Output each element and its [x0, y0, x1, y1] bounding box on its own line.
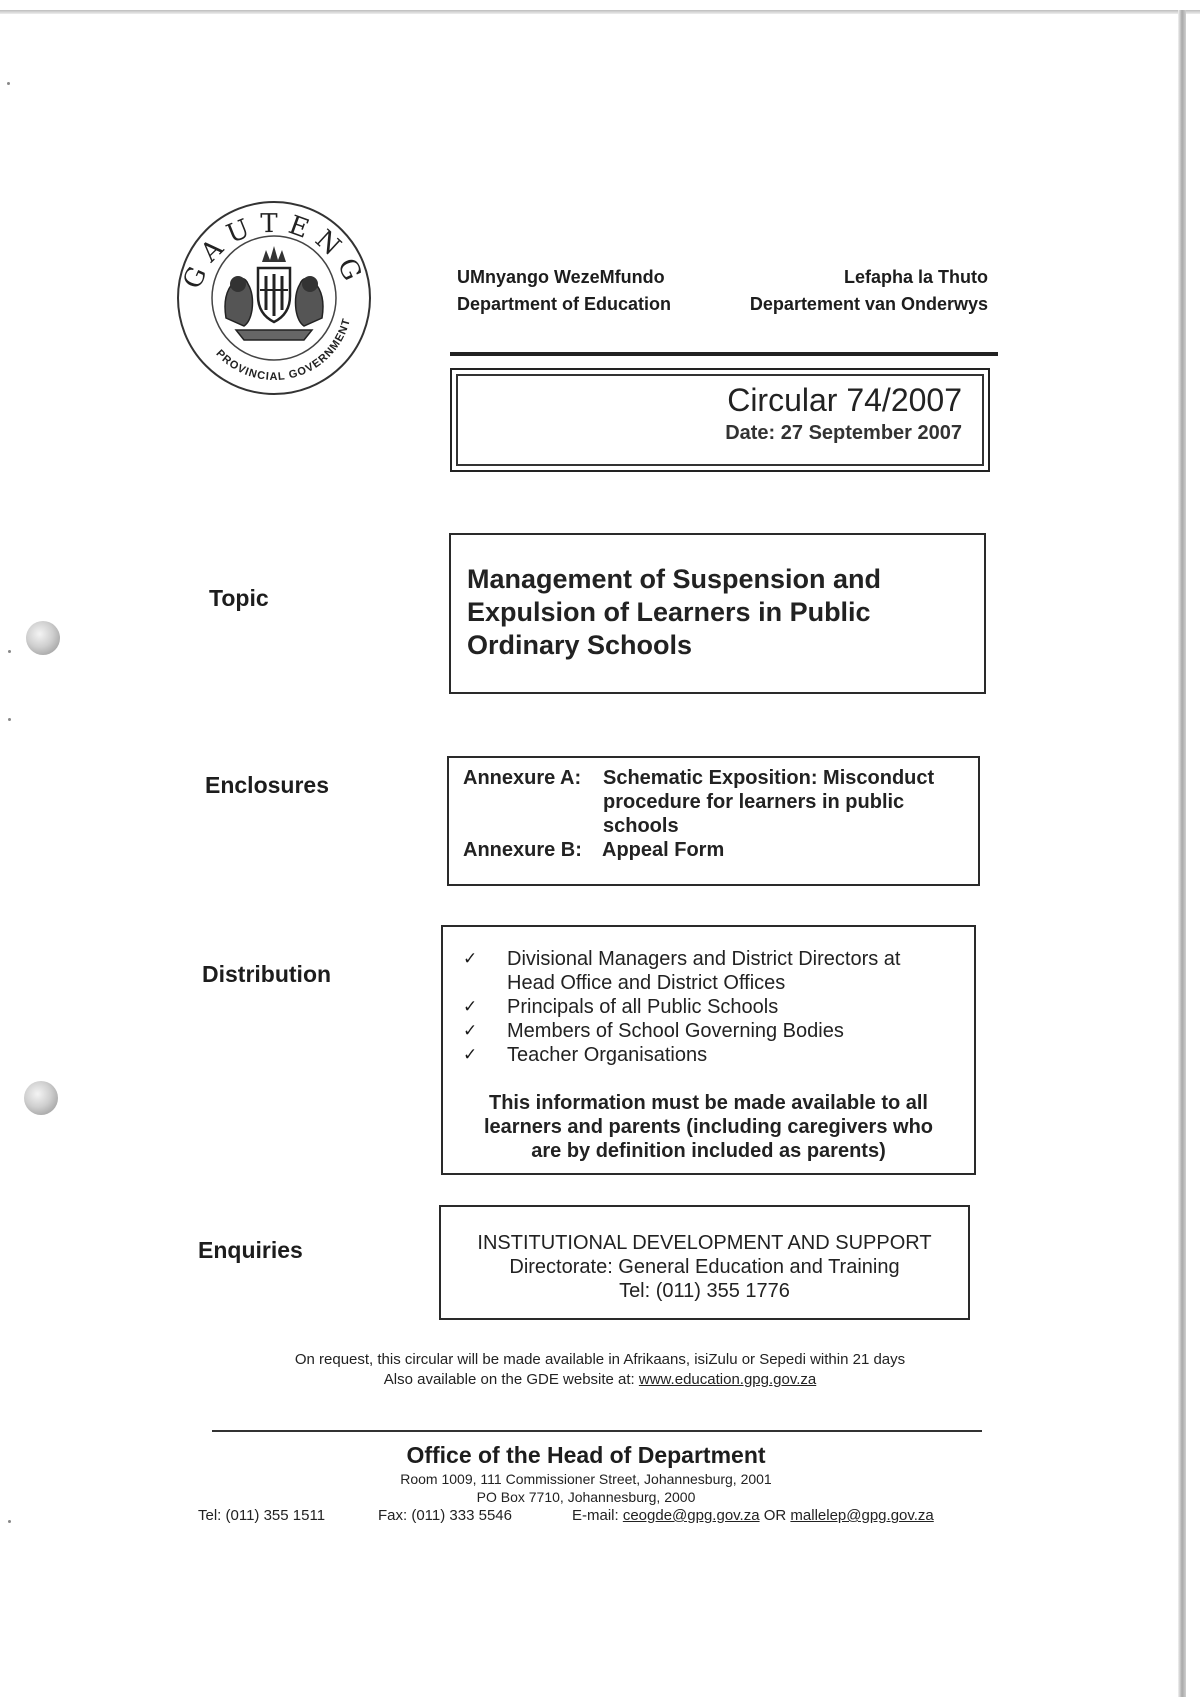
topic-title	[467, 563, 881, 662]
checkmark-icon: ✓	[463, 1045, 478, 1065]
availability-prefix: Also available on the GDE website at:	[383, 1371, 639, 1388]
distribution-item-text: Members of School Governing Bodies	[507, 1020, 844, 1042]
distribution-item-line: Divisional Managers and District Directors at	[507, 948, 901, 970]
svg-text:PROVINCIAL GOVERNMENT	[213, 317, 353, 383]
website-link[interactable]: www.education.gpg.gov.za	[638, 1371, 817, 1388]
footer-divider	[212, 1430, 982, 1432]
scan-speck	[8, 650, 11, 653]
office-fax: Fax: (011) 333 5546	[378, 1507, 512, 1524]
footer	[196, 1440, 976, 1506]
distribution-item-line: Head Office and District Offices	[507, 972, 786, 994]
office-email	[572, 1507, 934, 1524]
dept-right-line1: Lefapha la Thuto	[844, 267, 988, 287]
office-title: Office of the Head of Department	[406, 1442, 766, 1468]
office-tel: Tel: (011) 355 1511	[198, 1507, 326, 1524]
distribution-item-text: Teacher Organisations	[507, 1044, 708, 1066]
office-address-po-box: PO Box 7710, Johannesburg, 2000	[476, 1489, 696, 1505]
email-link-ceo[interactable]: ceogde@gpg.gov.za	[622, 1507, 760, 1524]
enquiries-directorate: Directorate: General Education and Training	[509, 1256, 900, 1278]
header-divider	[450, 352, 998, 356]
email-joiner: OR	[759, 1507, 791, 1524]
annexure-a-key: Annexure A:	[463, 767, 582, 789]
circular-date: Date: 27 September 2007	[725, 422, 962, 444]
distribution-list	[463, 947, 943, 1067]
circular-box	[450, 368, 990, 472]
list-item	[463, 1043, 943, 1067]
circular-number: Circular 74/2007	[727, 382, 962, 418]
annexure-a-value	[603, 766, 934, 838]
availability-line2	[180, 1370, 1020, 1390]
dept-left-line2: Department of Education	[457, 294, 672, 314]
notice-line: This information must be made available to all	[489, 1092, 928, 1114]
punch-hole-upper	[26, 621, 60, 655]
checkmark-icon: ✓	[463, 997, 478, 1017]
punch-hole-lower	[24, 1081, 58, 1115]
scan-speck	[8, 1520, 11, 1523]
checkmark-icon: ✓	[463, 1021, 478, 1041]
availability-note	[180, 1350, 1020, 1390]
gauteng-seal	[174, 198, 374, 398]
distribution-notice	[443, 1091, 974, 1163]
annexure-a-line: procedure for learners in public	[603, 791, 905, 813]
topic-label: Topic	[209, 585, 269, 611]
topic-line: Expulsion of Learners in Public	[467, 597, 871, 627]
seal-ring-top: GAUTENG	[177, 208, 371, 294]
enquiries-unit: INSTITUTIONAL DEVELOPMENT AND SUPPORT	[477, 1232, 932, 1254]
scan-right-edge	[1178, 10, 1186, 1697]
annexure-b-value: Appeal Form	[602, 839, 725, 861]
email-prefix: E-mail:	[572, 1507, 623, 1524]
enclosures-label: Enclosures	[205, 772, 329, 798]
distribution-item-text	[507, 947, 900, 995]
enquiries-box	[439, 1205, 970, 1320]
dept-name-zulu-english	[457, 264, 671, 318]
dept-right-line2: Departement van Onderwys	[749, 294, 988, 314]
office-address-street: Room 1009, 111 Commissioner Street, Johannesburg, 2001	[400, 1471, 772, 1487]
scan-speck	[7, 82, 10, 85]
enquiries-label: Enquiries	[198, 1237, 303, 1263]
annexure-a-line: schools	[603, 815, 679, 837]
list-item	[463, 947, 943, 995]
topic-box	[449, 533, 986, 694]
topic-line: Ordinary Schools	[467, 630, 693, 660]
scan-speck	[8, 718, 11, 721]
seal-icon	[174, 198, 374, 398]
distribution-label: Distribution	[202, 961, 332, 987]
annexure-a-line: Schematic Exposition: Misconduct	[603, 767, 935, 789]
availability-line1: On request, this circular will be made available in Afrikaans, isiZulu or Sepedi within 21 days	[294, 1351, 906, 1368]
email-link-mallele[interactable]: mallelep@gpg.gov.za	[790, 1507, 934, 1524]
dept-left-line1: UMnyango WezeMfundo	[457, 267, 665, 287]
list-item	[463, 995, 943, 1019]
dept-name-sotho-afrikaans	[750, 264, 988, 318]
enclosures-box	[447, 756, 980, 886]
checkmark-icon: ✓	[463, 949, 478, 969]
enquiries-content	[441, 1231, 968, 1303]
annexure-b-key: Annexure B:	[463, 839, 582, 861]
notice-line: are by definition included as parents)	[531, 1140, 886, 1162]
distribution-box	[441, 925, 976, 1175]
enquiries-phone: Tel: (011) 355 1776	[619, 1280, 790, 1302]
notice-line: learners and parents (including caregivers who	[483, 1116, 934, 1138]
topic-line: Management of Suspension and	[467, 564, 882, 594]
seal-ring-bottom: PROVINCIAL GOVERNMENT	[213, 316, 354, 384]
scan-top-edge	[0, 10, 1200, 14]
list-item	[463, 1019, 943, 1043]
distribution-item-text: Principals of all Public Schools	[507, 996, 779, 1018]
